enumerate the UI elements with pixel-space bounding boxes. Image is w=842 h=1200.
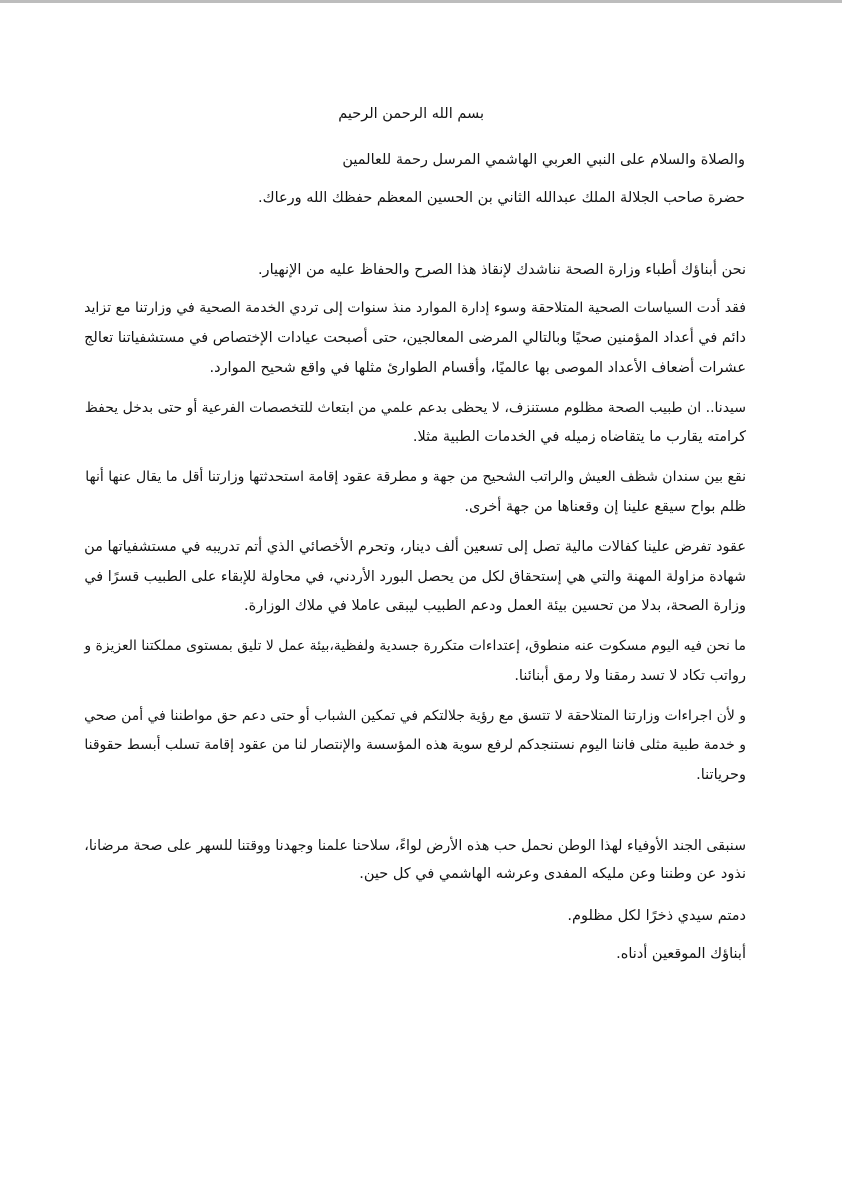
paragraph-line: كرامته يقارب ما يتقاضاه زميله في الخدمات الطبية مثلا.: [412, 429, 746, 445]
paragraph-line: نقع بين سندان شظف العيش والراتب الشحيح من جهة و مطرقة عقود إقامة استحدثتها وزارتنا أقل ما يقال عنها أنها: [85, 469, 746, 485]
paragraph-line: عشرات أضعاف الأعداد الموصى بها عالميًا، وأقسام الطوارئ مثلها في واقع شحيح الموارد.: [209, 360, 746, 376]
paragraph-line: سنبقى الجند الأوفياء لهذا الوطن نحمل حب هذه الأرض لواءً، سلاحنا علمنا وجهدنا ووقتنا للسهر على صحة مرضانا،: [84, 838, 746, 854]
paragraph-line: ما نحن فيه اليوم مسكوت عنه منطوق، إعتداءات متكررة جسدية ولفظية،بيئة عمل لا تليق بمستوى مملكتنا العزيزة و: [84, 638, 746, 654]
paragraph-line: دائم في أعداد المؤمنين صحيًا وبالتالي المرضى المعالجين، حتى أصبحت عيادات الإختصاص في مستشفياتنا تعالج: [84, 330, 746, 346]
paragraph-line: نحن أبناؤك أطباء وزارة الصحة نناشدك لإنقاذ هذا الصرح والحفاظ عليه من الإنهيار.: [257, 262, 746, 278]
paragraph-line: عقود تفرض علينا كفالات مالية تصل إلى تسعين ألف دينار، وتحرم الأخصائي الذي أتم تدريبه في مستشفياتها من: [84, 539, 746, 555]
paragraph-line: فقد أدت السياسات الصحية المتلاحقة وسوء إدارة الموارد منذ سنوات إلى تردي الخدمة الصحية في وزارتنا مع تزايد: [84, 300, 746, 316]
signature-line: أبناؤك الموقعين أدناه.: [616, 946, 746, 962]
paragraph-line: و خدمة طبية مثلى فاننا اليوم نستنجدكم لرفع سوية هذه المؤسسة والإنتصار لنا من عقود إقامة تسلب أبسط حقوقنا: [84, 737, 746, 753]
closing-line: دمتم سيدي ذخرًا لكل مظلوم.: [567, 908, 746, 924]
paragraph-line: و لأن اجراءات وزارتنا المتلاحقة لا تتسق مع رؤية جلالتكم في تمكين الشباب أو حتى دعم حق مواطننا في أمن صحي: [84, 708, 746, 724]
paragraph-line: رواتب تكاد لا تسد رمقنا ولا رمق أبنائنا.: [514, 668, 746, 684]
address-line: حضرة صاحب الجلالة الملك عبدالله الثاني بن الحسين المعظم حفظك الله ورعاك.: [258, 190, 745, 206]
salutation: والصلاة والسلام على النبي العربي الهاشمي المرسل رحمة للعالمين: [342, 152, 745, 168]
paragraph-line: سيدنا.. ان طبيب الصحة مظلوم مستنزف، لا يحظى بدعم علمي من ابتعاث للتخصصات الفرعية أو حتى بدخل يحفظ: [84, 400, 746, 416]
paragraph-line: وحرياتنا.: [696, 767, 746, 783]
paragraph-line: نذود عن وطننا وعن مليكه المفدى وعرشه الهاشمي في كل حين.: [359, 866, 746, 882]
paragraph-line: وزارة الصحة، بدلا من تحسين بيئة العمل ودعم الطبيب ليبقى عاملا في ملاك الوزارة.: [244, 598, 746, 614]
paragraph-line: ظلم بواح سيقع علينا إن وقعناها من جهة أخرى.: [464, 499, 746, 515]
paragraph-line: شهادة مزاولة المهنة والتي هي إستحقاق لكل من يحصل البورد الأردني، في محاولة للإبقاء على الطبيب قسرًا في: [84, 569, 746, 585]
basmala: بسم الله الرحمن الرحيم: [338, 106, 484, 122]
